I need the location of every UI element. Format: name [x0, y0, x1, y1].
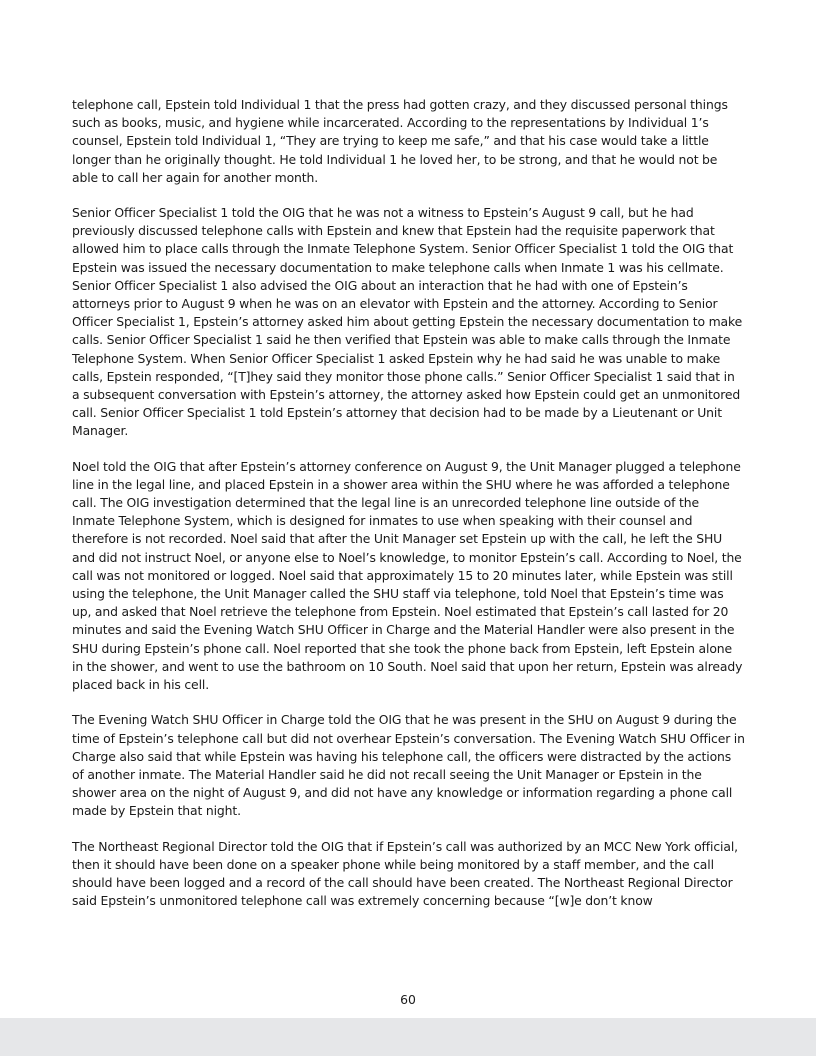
paragraph-5: The Northeast Regional Director told the OIG that if Epstein’s call was authorized by an MCC New York official, then it should have been done on a speaker phone while being monitored by a staff member, and the call should have been logged and a record of the call should have been created. The Northeast Regional Director said Epstein’s unmonitored telephone call was extremely concerning because “[w]e don’t know [72, 838, 738, 909]
viewer-footer-band [0, 1018, 816, 1056]
page-number: 60 [400, 992, 416, 1007]
paragraph-4: The Evening Watch SHU Officer in Charge told the OIG that he was present in the SHU on August 9 during the time of Epstein’s telephone call but did not overhear Epstein’s conversation. The Evening Watch SHU Officer in Charge also said that while Epstein was having his telephone call, the officers were distracted by the actions of another inmate. The Material Handler said he did not recall seeing the Unit Manager or Epstein in the shower area on the night of August 9, and did not have any knowledge or information regarding a phone call made by Epstein that night. [72, 712, 745, 819]
document-body [72, 96, 745, 927]
paragraph-1: telephone call, Epstein told Individual 1 that the press had gotten crazy, and they discussed personal things such as books, music, and hygiene while incarcerated. According to the representations by Individual 1’s counsel, Epstein told Individual 1, “They are trying to keep me safe,” and that his case would take a little longer than he originally thought. He told Individual 1 he loved her, to be strong, and that he would not be able to call her again for another month. [72, 97, 728, 185]
paragraph-3: Noel told the OIG that after Epstein’s attorney conference on August 9, the Unit Manager plugged a telephone line in the legal line, and placed Epstein in a shower area within the SHU where he was afforded a telephone call. The OIG investigation determined that the legal line is an unrecorded telephone line outside of the Inmate Telephone System, which is designed for inmates to use when speaking with their counsel and therefore is not recorded. Noel said that after the Unit Manager set Epstein up with the call, he left the SHU and did not instruct Noel, or anyone else to Noel’s knowledge, to monitor Epstein’s call. According to Noel, the call was not monitored or logged. Noel said that approximately 15 to 20 minutes later, while Epstein was still using the telephone, the Unit Manager called the SHU staff via telephone, told Noel that Epstein’s time was up, and asked that Noel retrieve the telephone from Epstein. Noel estimated that Epstein’s call lasted for 20 minutes and said the Evening Watch SHU Officer in Charge and the Material Handler were also present in the SHU during Epstein’s phone call. Noel reported that she took the phone back from Epstein, left Epstein alone in the shower, and went to use the bathroom on 10 South. Noel said that upon her return, Epstein was already placed back in his cell. [72, 458, 743, 693]
paragraph-2: Senior Officer Specialist 1 told the OIG that he was not a witness to Epstein’s August 9 call, but he had previously discussed telephone calls with Epstein and knew that Epstein had the requisite paperwork that allowed him to place calls through the Inmate Telephone System. Senior Officer Specialist 1 told the OIG that Epstein was issued the necessary documentation to make telephone calls when Inmate 1 was his cellmate. Senior Officer Specialist 1 also advised the OIG about an interaction that he had with one of Epstein’s attorneys prior to August 9 when he was on an elevator with Epstein and the attorney. According to Senior Officer Specialist 1, Epstein’s attorney asked him about getting Epstein the necessary documentation to make calls. Senior Officer Specialist 1 said he then verified that Epstein was able to make calls through the Inmate Telephone System. When Senior Officer Specialist 1 asked Epstein why he had said he was unable to make calls, Epstein responded, “[T]hey said they monitor those phone calls.” Senior Officer Specialist 1 said that in a subsequent conversation with Epstein’s attorney, the attorney asked how Epstein could get an unmonitored call. Senior Officer Specialist 1 told Epstein’s attorney that decision had to be made by a Lieutenant or Unit Manager. [72, 205, 743, 439]
